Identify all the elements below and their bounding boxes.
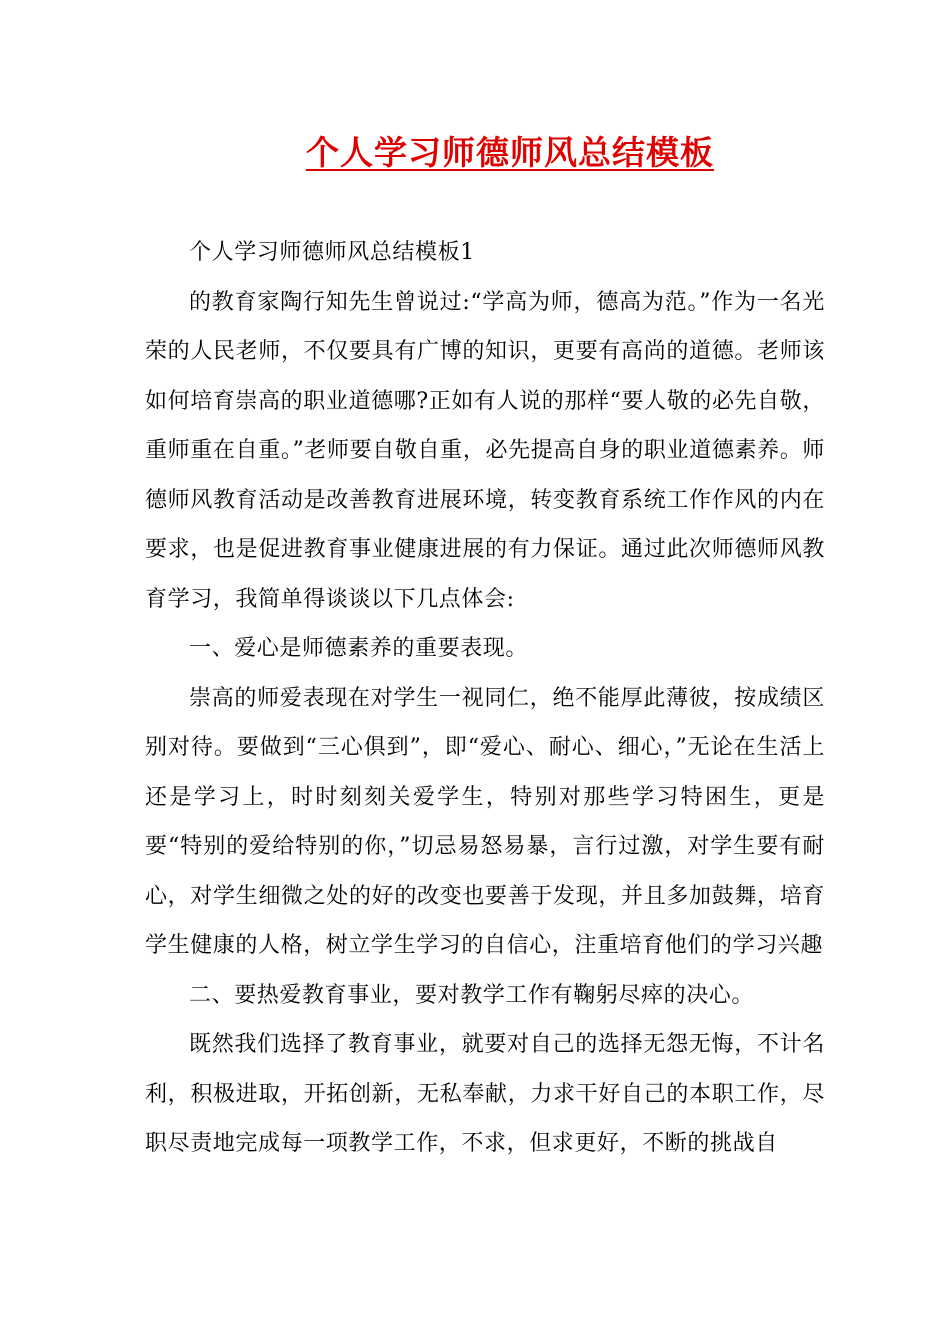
paragraph-dedication: 既然我们选择了教育事业，就要对自己的选择无怨无悔，不计名利，积极进取，开拓创新，无私奉献，力求干好自己的本职工作，尽职尽责地完成每一项教学工作，不求，但求更好，不断的挑战自 (145, 1032, 825, 1156)
paragraph-heading-1: 一、爱心是师德素养的重要表现。 (189, 636, 529, 661)
paragraph-love: 崇高的师爱表现在对学生一视同仁，绝不能厚此薄彼，按成绩区别对待。要做到“三心俱到”，即“爱心、耐心、细心，”无论在生活上还是学习上，时时刻刻关爱学生，特别对那些学习特困生，更是要“特别的爱给特别的你，”切忌易怒易暴，言行过激，对学生要有耐心，对学生细微之处的好的改变也要善于发现，并且多加鼓舞，培育学生健康的人格，树立学生学习的自信心，注重培育他们的学习兴趣 (145, 685, 825, 958)
document-title: 个人学习师德师风总结模板 (306, 133, 714, 172)
paragraph-heading-2: 二、要热爱教育事业，要对教学工作有鞠躬尽瘁的决心。 (189, 982, 755, 1008)
paragraph-intro: 的教育家陶行知先生曾说过:“学高为师，德高为范。”作为一名光荣的人民老师，不仅要具有广博的知识，更要有高尚的道德。老师该如何培育崇高的职业道德哪?正如有人说的那样“要人敬的必先自敬，重师重在自重。”老师要自敬自重，必先提高自身的职业道德素养。师德师风教育活动是改善教育进展环境，转变教育系统工作作风的内在要求，也是促进教育事业健康进展的有力保证。通过此次师德师风教育学习，我简单得谈谈以下几点体会: (145, 289, 825, 612)
document-body (145, 228, 825, 1169)
paragraph-subtitle: 个人学习师德师风总结模板1 (189, 240, 475, 265)
